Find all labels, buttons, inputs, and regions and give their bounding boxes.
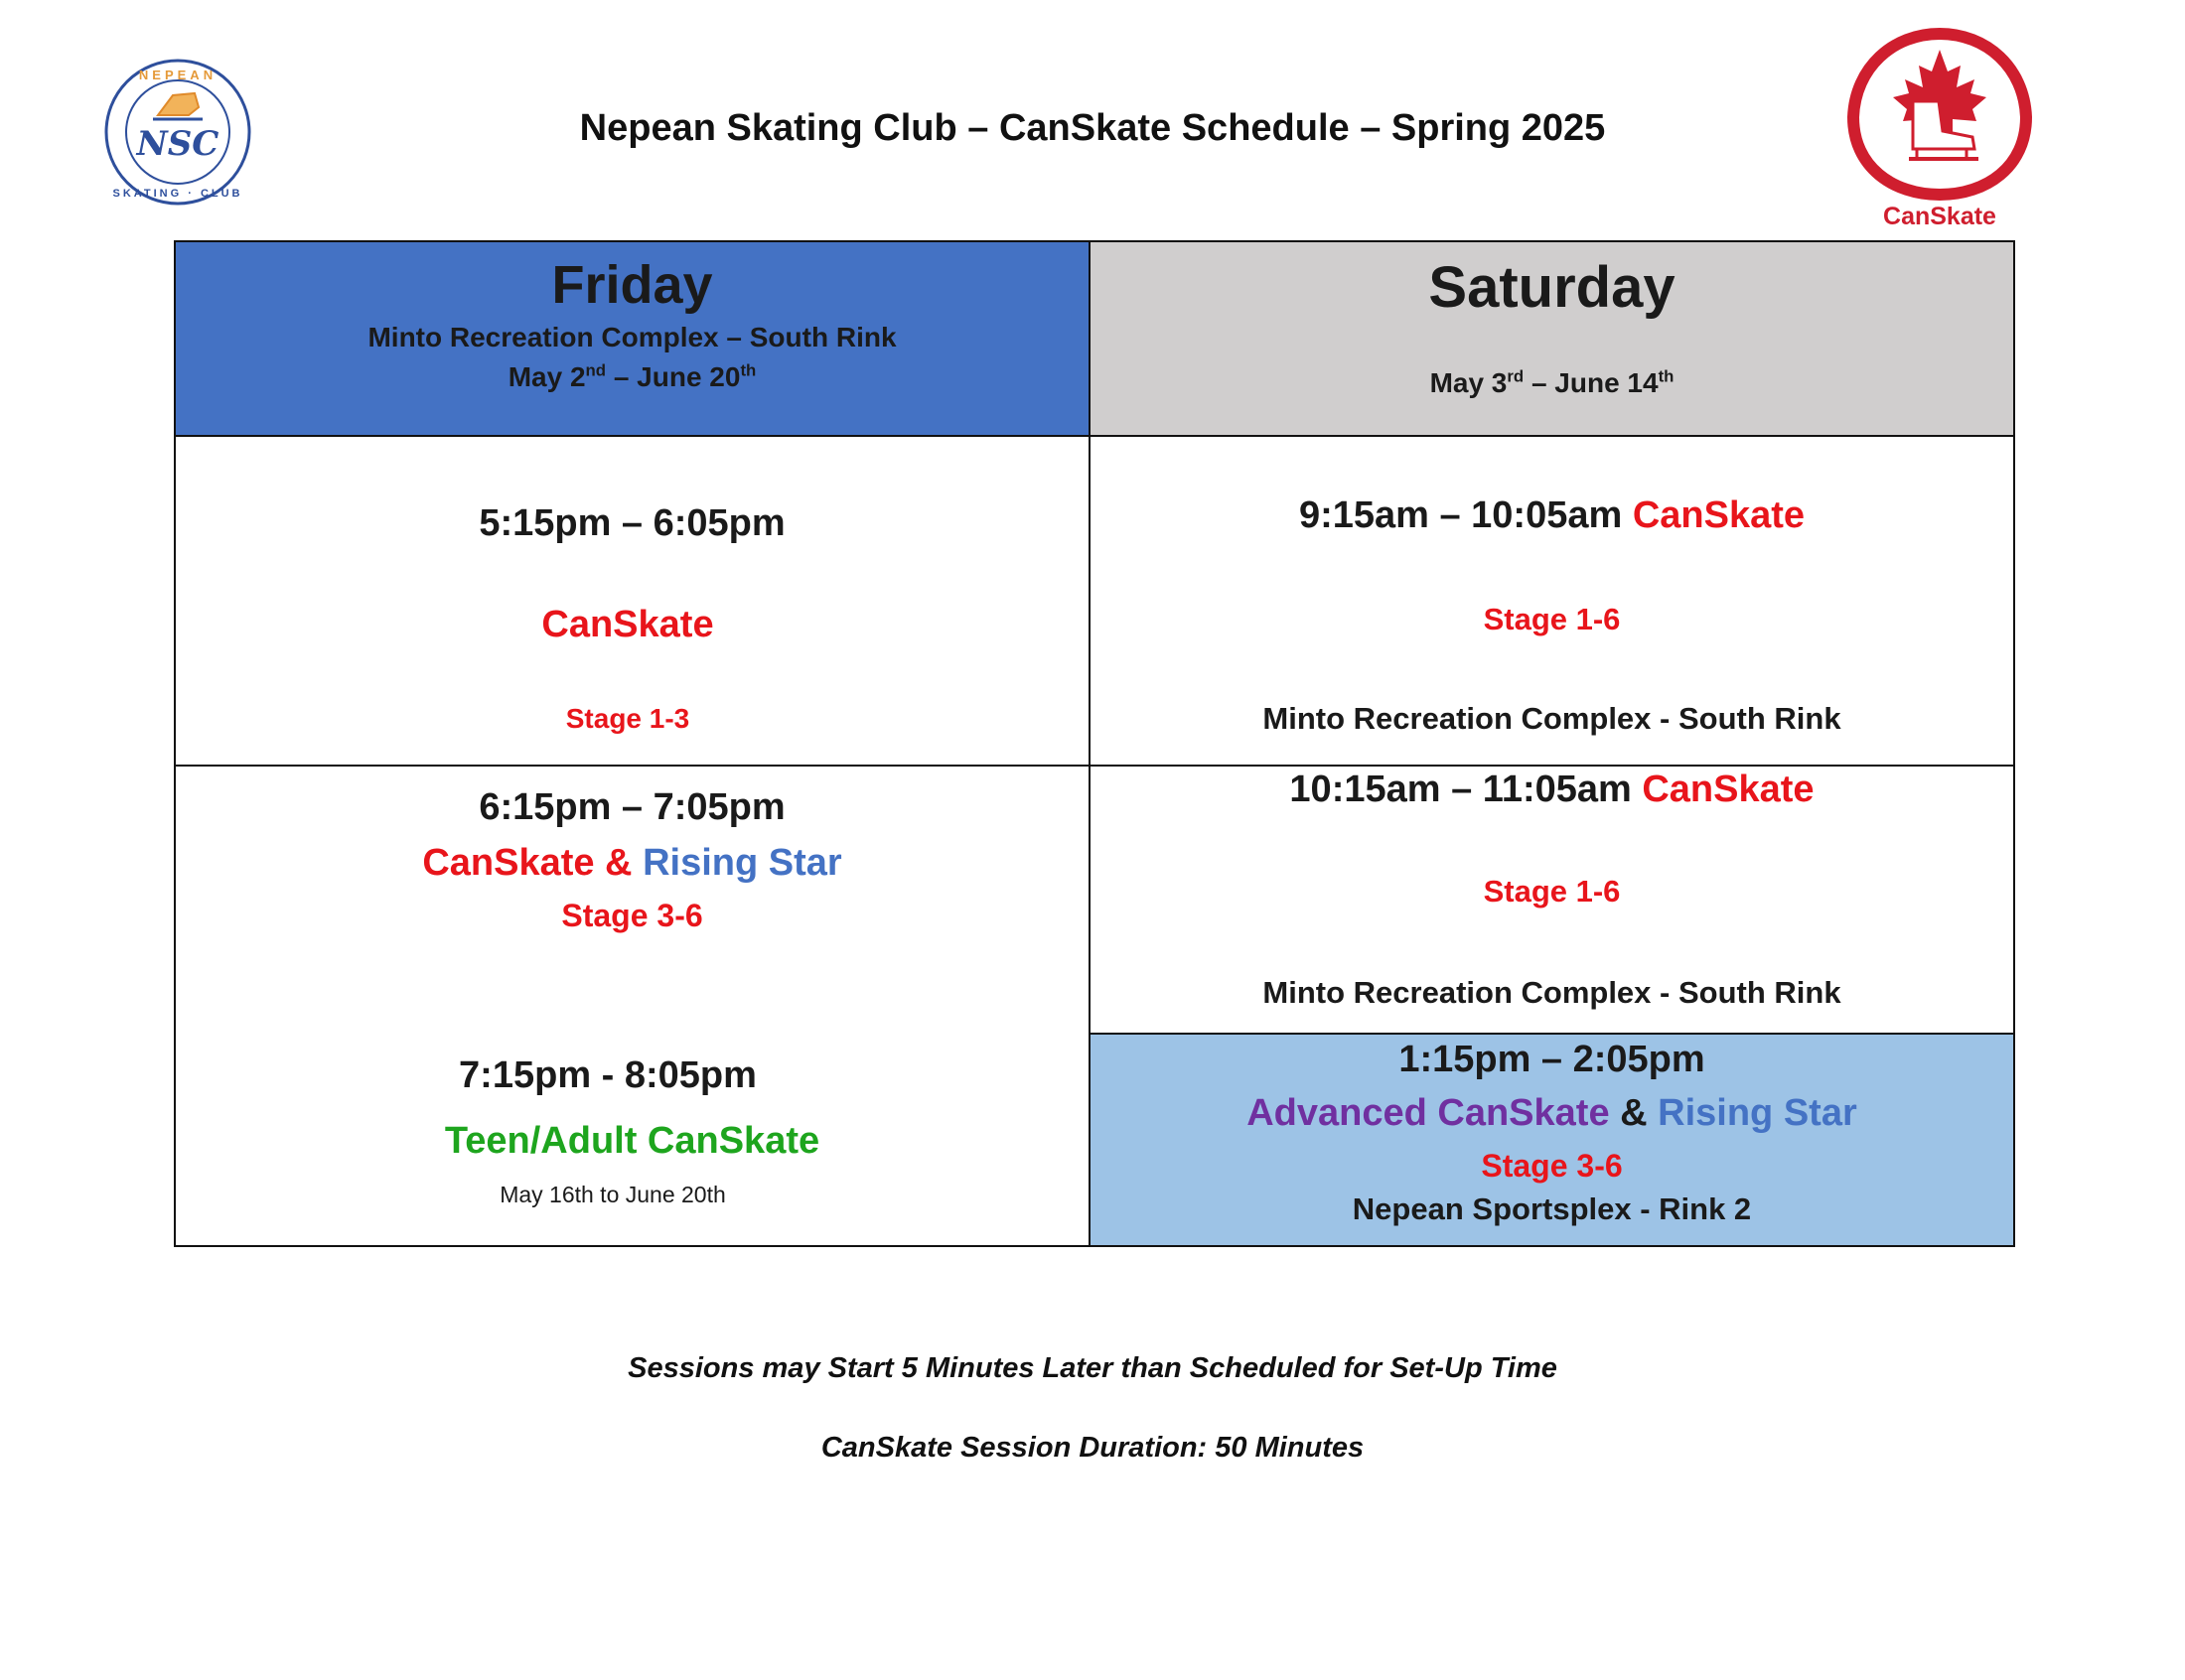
friday-slot1-stage: Stage 1-3: [565, 703, 690, 734]
saturday-slot3-location: Nepean Sportsplex - Rink 2: [1352, 1191, 1752, 1226]
saturday-slot1-time: 9:15am – 10:05am: [1298, 494, 1633, 536]
canskate-logo: [1847, 28, 2032, 232]
svg-text:NEPEAN: NEPEAN: [138, 68, 218, 82]
friday-slot2-time: 6:15pm – 7:05pm: [479, 786, 786, 828]
saturday-row-divider: [1091, 1033, 2013, 1035]
saturday-slot3-time: 1:15pm – 2:05pm: [1398, 1039, 1705, 1080]
row-divider: [176, 765, 2013, 767]
saturday-title: Saturday: [1428, 255, 1675, 320]
friday-title: Friday: [551, 255, 713, 315]
saturday-dates: May 3rd – June 14th: [1429, 366, 1675, 398]
friday-dates: May 2nd – June 20th: [508, 360, 757, 392]
saturday-slot2-location: Minto Recreation Complex - South Rink: [1262, 975, 1841, 1010]
friday-slot1-program: CanSkate: [541, 604, 714, 645]
friday-slot3-program: Teen/Adult CanSkate: [444, 1120, 820, 1162]
session-duration-note: CanSkate Session Duration: 50 Minutes: [820, 1432, 1365, 1464]
schedule-table: [174, 240, 2015, 1247]
friday-slot1-time: 5:15pm – 6:05pm: [479, 502, 786, 544]
saturday-slot1-line: [1091, 494, 2013, 537]
friday-slot2-stage: Stage 3-6: [561, 898, 703, 933]
setup-time-note: Sessions may Start 5 Minutes Later than Scheduled for Set-Up Time: [628, 1352, 1557, 1384]
svg-text:SKATING · CLUB: SKATING · CLUB: [112, 188, 243, 200]
header-divider: [176, 435, 2013, 437]
saturday-slot1-location: Minto Recreation Complex - South Rink: [1262, 701, 1841, 736]
saturday-slot2-time: 10:15am – 11:05am: [1289, 769, 1643, 810]
svg-text:NSC: NSC: [136, 124, 219, 164]
saturday-slot2-program: CanSkate: [1642, 769, 1815, 810]
saturday-slot2-stage: Stage 1-6: [1483, 874, 1621, 909]
canskate-logo-label: CanSkate: [1883, 203, 1996, 230]
saturday-slot1-program: CanSkate: [1632, 494, 1806, 536]
friday-slot2-program: CanSkate & Rising Star: [422, 842, 842, 884]
saturday-slot3-program: Advanced CanSkate & Rising Star: [1246, 1092, 1857, 1134]
saturday-slot1-stage: Stage 1-6: [1483, 602, 1621, 636]
saturday-slot3-stage: Stage 3-6: [1481, 1148, 1623, 1184]
document-title: Nepean Skating Club – CanSkate Schedule – Spring 2025: [579, 107, 1606, 149]
friday-location: Minto Recreation Complex – South Rink: [367, 322, 897, 352]
saturday-slot2-line: [1091, 769, 2013, 811]
friday-slot3-time: 7:15pm - 8:05pm: [459, 1054, 757, 1096]
friday-slot3-note: May 16th to June 20th: [500, 1182, 726, 1207]
